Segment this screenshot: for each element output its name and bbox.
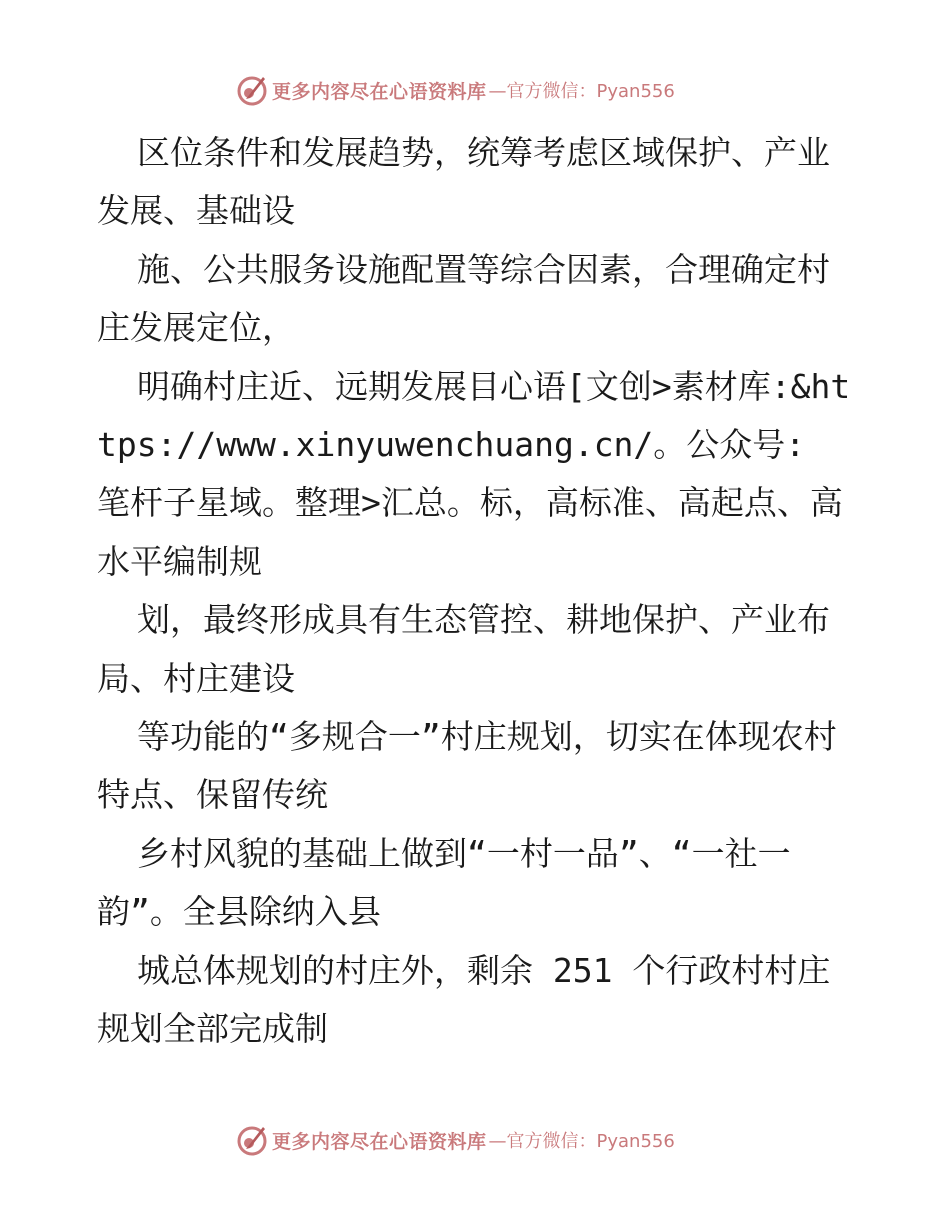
paragraph: 城总体规划的村庄外，剩余 251 个行政村村庄规划全部完成制: [97, 950, 831, 1049]
paragraph: 明确村庄近、远期发展目心语[文创>素材库:&https://www.xinyuwenchuang.cn/。公众号: 笔杆子星域。整理>汇总。标，高标准、高起点、高水平编制规: [97, 366, 851, 581]
header-watermark: [236, 72, 716, 108]
quill-logo-icon: [236, 74, 268, 106]
document-body: [97, 124, 857, 1059]
watermark-site-text: 更多内容尽在心语资料库: [272, 1130, 487, 1153]
watermark-wechat-text: —官方微信：Pyan556: [488, 1131, 675, 1152]
paragraph: 乡村风貌的基础上做到“一村一品”、“一社一韵”。全县除纳入县: [97, 833, 791, 932]
footer-watermark: [236, 1122, 716, 1158]
paragraph: 等功能的“多规合一”村庄规划，切实在体现农村特点、保留传统: [97, 717, 837, 815]
watermark-wechat-text: —官方微信：Pyan556: [488, 81, 675, 102]
paragraph: 区位条件和发展趋势，统筹考虑区域保护、产业发展、基础设: [97, 133, 830, 231]
quill-logo-icon: [236, 1124, 268, 1156]
paragraph: 施、公共服务设施配置等综合因素，合理确定村庄发展定位，: [97, 249, 830, 348]
paragraph: 划，最终形成具有生态管控、耕地保护、产业布局、村庄建设: [97, 600, 830, 698]
watermark-site-text: 更多内容尽在心语资料库: [272, 80, 487, 103]
